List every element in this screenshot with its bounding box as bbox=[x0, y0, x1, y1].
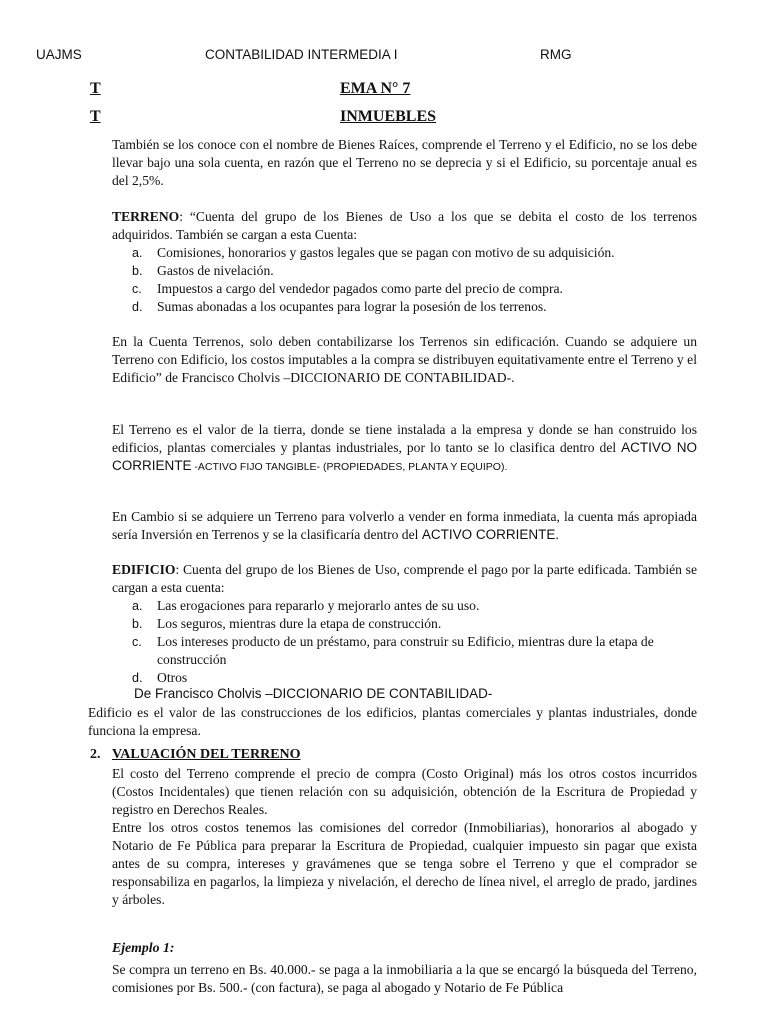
list-item: a. Comisiones, honorarios y gastos legales que se pagan con motivo de su adquisición. bbox=[132, 245, 615, 260]
topic-title-1: EMA N° 7 bbox=[340, 80, 411, 97]
section-title: VALUACIÓN DEL TERRENO bbox=[112, 747, 301, 762]
section-number: 2. bbox=[90, 747, 101, 762]
header-right: RMG bbox=[540, 47, 572, 62]
terreno-label: TERRENO bbox=[112, 209, 180, 224]
list-item: c. Los intereses producto de un préstamo, para construir su Edificio, mientras dure la etapa de construcción bbox=[132, 634, 654, 667]
terreno-definition bbox=[112, 208, 697, 244]
edificio-label: EDIFICIO bbox=[112, 562, 176, 577]
example-text: Se compra un terreno en Bs. 40.000.- se paga a la inmobiliaria a la que se encargó la búsqueda del Terreno, comisiones por Bs. 500.- (con factura), se paga al abogado y Notario de Fe Pública bbox=[112, 962, 697, 995]
edificio-paragraph-2: Edificio es el valor de las construcciones de los edificios, plantas comerciales y plantas industriales, donde funciona la empresa. bbox=[88, 705, 697, 738]
terreno-paragraph-4: En Cambio si se adquiere un Terreno para volverlo a vender en forma inmediata, la cuenta más apropiada sería Inversión en Terrenos y se la clasificaría dentro del ACTIVO CORRIENTE. bbox=[112, 509, 697, 542]
topic-title-2: INMUEBLES bbox=[340, 108, 437, 125]
intro-paragraph: También se los conoce con el nombre de Bienes Raíces, comprende el Terreno y el Edificio, no se los debe llevar bajo una sola cuenta, en razón que el Terreno no se deprecia y si el Edificio, su porcentaje anual es del 2,5%. bbox=[112, 137, 697, 188]
terreno-paragraph-3: El Terreno es el valor de la tierra, donde se tiene instalada a la empresa y donde se han construido los edificios, plantas comerciales y plantas industriales, por lo tanto se lo clasifica dentro del ACTIVO NO CORRIENTE -ACTIVO FIJO TANGIBLE- (PROPIEDADES, PLANTA Y EQUIPO). bbox=[112, 422, 697, 473]
list-item: c. Impuestos a cargo del vendedor pagados como parte del precio de compra. bbox=[132, 281, 563, 296]
edificio-text: : Cuenta del grupo de los Bienes de Uso, comprende el pago por la parte edificada. También se cargan a esta cuenta: bbox=[112, 562, 697, 595]
example-label: Ejemplo 1: bbox=[112, 940, 175, 955]
list-item: d. Otros bbox=[132, 670, 188, 685]
section2-paragraph-1: El costo del Terreno comprende el precio de compra (Costo Original) más los otros costos incurridos (Costos Incidentales) que tienen relación con su adquisición, obtención de la Escritura de Propiedad y registro en Derechos Reales. bbox=[112, 766, 697, 817]
edificio-source: De Francisco Cholvis –DICCIONARIO DE CONTABILIDAD- bbox=[134, 686, 493, 701]
edificio-definition bbox=[112, 561, 697, 597]
terreno-list bbox=[112, 244, 697, 316]
list-item: d. Sumas abonadas a los ocupantes para lograr la posesión de los terrenos. bbox=[132, 299, 547, 314]
topic-marker-1: T bbox=[90, 80, 101, 97]
edificio-list bbox=[112, 597, 697, 687]
terreno-paragraph-2: En la Cuenta Terrenos, solo deben contabilizarse los Terrenos sin edificación. Cuando se adquiere un Terreno con Edificio, los costos imputables a la compra se distribuyen equitativamente entre el Terreno y el Edificio” de Francisco Cholvis –DICCIONARIO DE CONTABILIDAD-. bbox=[112, 334, 697, 385]
topic-marker-2: T bbox=[90, 108, 101, 125]
header-center: CONTABILIDAD INTERMEDIA I bbox=[205, 47, 398, 62]
terreno-text: : “Cuenta del grupo de los Bienes de Uso a los que se debita el costo de los terrenos adquiridos. También se cargan a esta Cuenta: bbox=[112, 209, 697, 242]
list-item: a. Las erogaciones para repararlo y mejorarlo antes de su uso. bbox=[132, 598, 480, 613]
list-item: b. Los seguros, mientras dure la etapa de construcción. bbox=[132, 616, 442, 631]
section2-paragraph-2: Entre los otros costos tenemos las comisiones del corredor (Inmobiliarias), honorarios al abogado y Notario de Fe Pública para preparar la Escritura de Propiedad, cualquier impuesto sin pagar que exista antes de su compra, intereses y gravámenes que se tenga sobre el Terreno y que el comprador se responsabiliza en pagarlos, la limpieza y nivelación, el derecho de línea nivel, el arreglo de prado, jardines y árboles. bbox=[112, 820, 697, 907]
header-left: UAJMS bbox=[36, 47, 82, 62]
list-item: b. Gastos de nivelación. bbox=[132, 263, 274, 278]
